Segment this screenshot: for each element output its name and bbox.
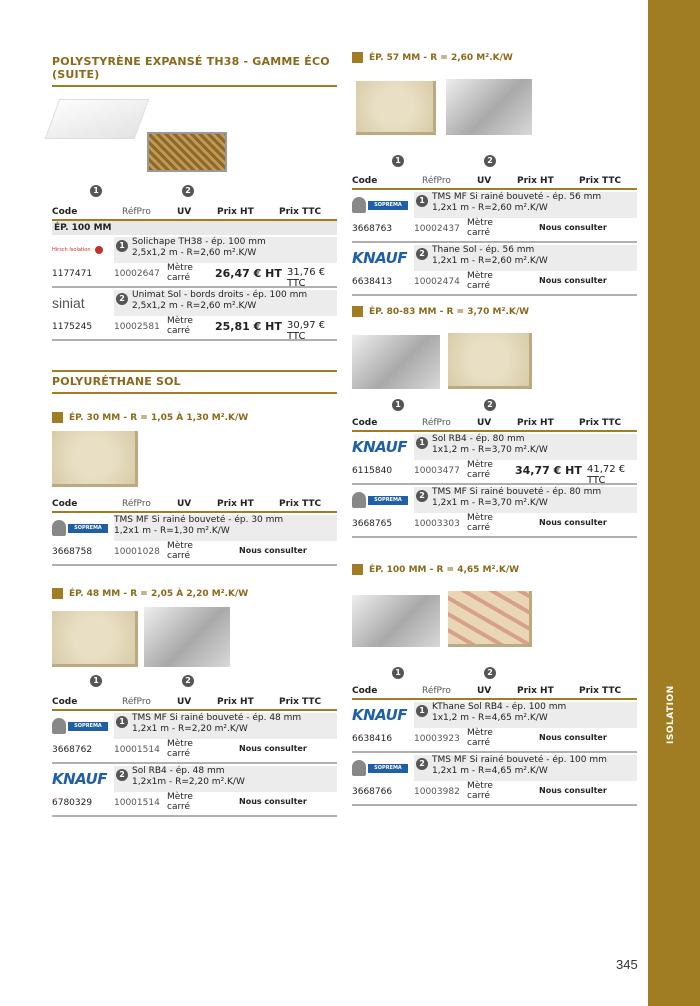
product-ref: 10003982 <box>414 787 460 797</box>
price-on-request: Nous consulter <box>239 744 307 753</box>
image-number: 1 <box>90 185 102 197</box>
image-number: 1 <box>392 399 404 411</box>
page-number: 345 <box>616 957 638 972</box>
price-on-request: Nous consulter <box>239 546 307 555</box>
product-row: SOPREMA TMS MF Si rainé bouveté - ép. 48 mm 1,2x1 m - R=2,20 m².K/W 1 3668762 10001514 Mètre carré Nous consulter <box>52 711 337 764</box>
product-ref: 10002474 <box>414 277 460 287</box>
product-code: 1175245 <box>52 322 93 332</box>
product-uv: Mètre carré <box>167 792 193 812</box>
product-image-grey-board <box>352 335 440 389</box>
knauf-logo: KNAUF <box>352 249 408 267</box>
product-row: SOPREMA TMS MF Si rainé bouveté - ép. 56 mm 1,2x1 m - R=2,60 m².K/W 1 3668763 10002437 Mètre carré Nous consulter <box>352 190 637 243</box>
product-row: KNAUF Sol RB4 - ép. 48 mm 1,2x1m - R=2,20 m².K/W 2 6780329 10001514 Mètre carré Nous consulter <box>52 764 337 817</box>
product-images <box>352 317 637 393</box>
price-on-request: Nous consulter <box>539 223 607 232</box>
price-ttc: 31,76 € TTC <box>287 267 326 289</box>
product-ref: 10002581 <box>114 322 160 332</box>
section-title: POLYURÉTHANE SOL <box>52 375 181 388</box>
product-uv: Mètre carré <box>167 263 193 283</box>
product-row: SOPREMA TMS MF Si rainé bouveté - ép. 30 mm 1,2x1 m - R=1,30 m².K/W 3668758 10001028 Mètre carré Nous consulter <box>52 513 337 566</box>
product-code: 3668763 <box>352 224 393 234</box>
product-number: 1 <box>116 716 128 728</box>
section-rule <box>52 370 337 372</box>
section-title: POLYSTYRÈNE EXPANSÉ TH38 - GAMME ÉCO (SUITE) <box>52 55 330 81</box>
product-row: SOPREMA TMS MF Si rainé bouveté - ép. 100 mm 1,2x1 m - R=4,65 m².K/W 2 3668766 10003982 Mètre carré Nous consulter <box>352 753 637 806</box>
product-row: KNAUF KThane Sol RB4 - ép. 100 mm 1x1,2 m - R=4,65 m².K/W 1 6638416 10003923 Mètre carré Nous consulter <box>352 700 637 753</box>
subsection-title: ÉP. 80-83 MM - R = 3,70 M².K/W <box>352 306 637 317</box>
price-ht: 26,47 € HT <box>215 267 282 280</box>
product-code: 6780329 <box>52 798 93 808</box>
price-on-request: Nous consulter <box>539 518 607 527</box>
subsection-title: ÉP. 57 MM - R = 2,60 M².K/W <box>352 52 637 63</box>
product-ref: 10001514 <box>114 745 160 755</box>
price-ht: 25,81 € HT <box>215 320 282 333</box>
product-images <box>352 575 637 651</box>
product-uv: Mètre carré <box>467 781 493 801</box>
product-code: 3668765 <box>352 519 393 529</box>
product-uv: Mètre carré <box>167 739 193 759</box>
product-code: 3668758 <box>52 547 93 557</box>
knauf-logo: KNAUF <box>52 770 108 788</box>
product-images <box>52 423 337 495</box>
product-number: 1 <box>416 437 428 449</box>
image-numbers <box>52 675 337 691</box>
soprema-logo: SOPREMA <box>352 757 410 779</box>
product-image-beige-board <box>356 81 436 135</box>
hirsch-logo: Hirsch Isolation <box>52 239 110 261</box>
image-number: 1 <box>392 667 404 679</box>
product-code: 6638413 <box>352 277 393 287</box>
image-number: 2 <box>182 185 194 197</box>
price-on-request: Nous consulter <box>539 786 607 795</box>
product-image-white-board <box>45 99 150 139</box>
section-ep100 <box>352 564 637 806</box>
product-ref: 10002647 <box>114 269 160 279</box>
soprema-logo: SOPREMA <box>52 715 110 737</box>
product-uv: Mètre carré <box>467 271 493 291</box>
image-numbers <box>352 399 637 415</box>
product-row: KNAUF Thane Sol - ép. 56 mm 1,2x1 m - R=2,60 m².K/W 2 6638413 10002474 Mètre carré Nous consulter <box>352 243 637 296</box>
image-numbers <box>352 155 637 171</box>
product-code: 6638416 <box>352 734 393 744</box>
product-number: 1 <box>416 705 428 717</box>
image-numbers <box>52 185 337 201</box>
category-label: ISOLATION <box>666 685 676 744</box>
image-number: 2 <box>484 155 496 167</box>
product-image-cork-board <box>147 132 227 172</box>
product-ref: 10001514 <box>114 798 160 808</box>
section-ep80 <box>352 306 637 538</box>
subsection-title: ÉP. 30 MM - R = 1,05 À 1,30 M².K/W <box>52 412 337 423</box>
product-number: 1 <box>116 240 128 252</box>
product-image-beige-board <box>52 611 138 667</box>
image-number: 1 <box>90 675 102 687</box>
price-ht: 34,77 € HT <box>515 464 582 477</box>
product-image-grey-board <box>446 79 532 135</box>
product-uv: Mètre carré <box>467 460 493 480</box>
product-row: SOPREMA TMS MF Si rainé bouveté - ép. 80 mm 1,2x1 m - R=3,70 m².K/W 2 3668765 10003303 Mètre carré Nous consulter <box>352 485 637 538</box>
product-uv: Mètre carré <box>467 728 493 748</box>
subsection-title: ÉP. 48 MM - R = 2,05 À 2,20 M².K/W <box>52 588 337 599</box>
product-ref: 10001028 <box>114 547 160 557</box>
product-number: 2 <box>416 248 428 260</box>
price-on-request: Nous consulter <box>539 733 607 742</box>
table-header: Code RéfPro UV Prix HT Prix TTC <box>52 207 322 217</box>
product-row: siniat Unimat Sol - bords droits - ép. 100 mm 2,5x1,2 m - R=2,60 m².K/W 2 1175245 10002581 Mètre carré 25,81 € HT 30,97 € TTC <box>52 288 337 341</box>
price-on-request: Nous consulter <box>239 797 307 806</box>
section-ep57 <box>352 52 637 296</box>
product-image-grey-board <box>144 607 230 667</box>
product-code: 3668762 <box>52 745 93 755</box>
subsection-title: ÉP. 100 MM - R = 4,65 M².K/W <box>352 564 637 575</box>
product-row: Hirsch Isolation Solichape TH38 - ép. 100 mm 2,5x1,2 m - R=2,60 m².K/W 1 1177471 10002647 Mètre carré 26,47 € HT 31,76 € TTC <box>52 235 337 288</box>
section-polyurethane <box>52 370 337 817</box>
product-number: 1 <box>416 195 428 207</box>
product-images <box>52 87 337 185</box>
soprema-logo: SOPREMA <box>352 194 410 216</box>
product-row: KNAUF Sol RB4 - ép. 80 mm 1x1,2 m - R=3,70 m².K/W 1 6115840 10003477 Mètre carré 34,77 € HT 41,72 € TTC <box>352 432 637 485</box>
product-ref: 10003923 <box>414 734 460 744</box>
soprema-logo: SOPREMA <box>352 489 410 511</box>
thickness-band: ÉP. 100 MM <box>52 221 337 235</box>
product-image-printed-board <box>448 591 532 647</box>
product-code: 3668766 <box>352 787 393 797</box>
image-number: 2 <box>484 399 496 411</box>
product-number: 2 <box>416 758 428 770</box>
knauf-logo: KNAUF <box>352 438 408 456</box>
product-number: 2 <box>116 769 128 781</box>
knauf-logo: KNAUF <box>352 706 408 724</box>
product-uv: Mètre carré <box>467 513 493 533</box>
product-images <box>52 599 337 675</box>
price-on-request: Nous consulter <box>539 276 607 285</box>
product-code: 1177471 <box>52 269 93 279</box>
product-uv: Mètre carré <box>467 218 493 238</box>
table-header: Code RéfPro UV Prix HT Prix TTC <box>352 176 622 186</box>
image-number: 2 <box>484 667 496 679</box>
product-number: 2 <box>416 490 428 502</box>
section-rule <box>52 392 337 394</box>
product-ref: 10003477 <box>414 466 460 476</box>
price-ttc: 30,97 € TTC <box>287 320 326 342</box>
section-polystyrene <box>52 55 337 341</box>
table-header: Code RéfPro UV Prix HT Prix TTC <box>352 418 622 428</box>
product-image-beige-board <box>52 431 138 487</box>
product-uv: Mètre carré <box>167 316 193 336</box>
table-header: Code RéfPro UV Prix HT Prix TTC <box>52 697 322 707</box>
product-number: 2 <box>116 293 128 305</box>
product-uv: Mètre carré <box>167 541 193 561</box>
table-header: Code RéfPro UV Prix HT Prix TTC <box>352 686 622 696</box>
product-images <box>352 63 637 139</box>
image-numbers <box>352 667 637 683</box>
product-image-beige-board <box>448 333 532 389</box>
product-image-grey-board <box>352 595 440 647</box>
siniat-logo: siniat <box>52 295 85 311</box>
product-ref: 10003303 <box>414 519 460 529</box>
table-header: Code RéfPro UV Prix HT Prix TTC <box>52 499 322 509</box>
image-number: 1 <box>392 155 404 167</box>
image-number: 2 <box>182 675 194 687</box>
price-ttc: 41,72 € TTC <box>587 464 626 486</box>
product-ref: 10002437 <box>414 224 460 234</box>
product-code: 6115840 <box>352 466 393 476</box>
soprema-logo: SOPREMA <box>52 517 110 539</box>
sidebar-band <box>648 0 700 1006</box>
